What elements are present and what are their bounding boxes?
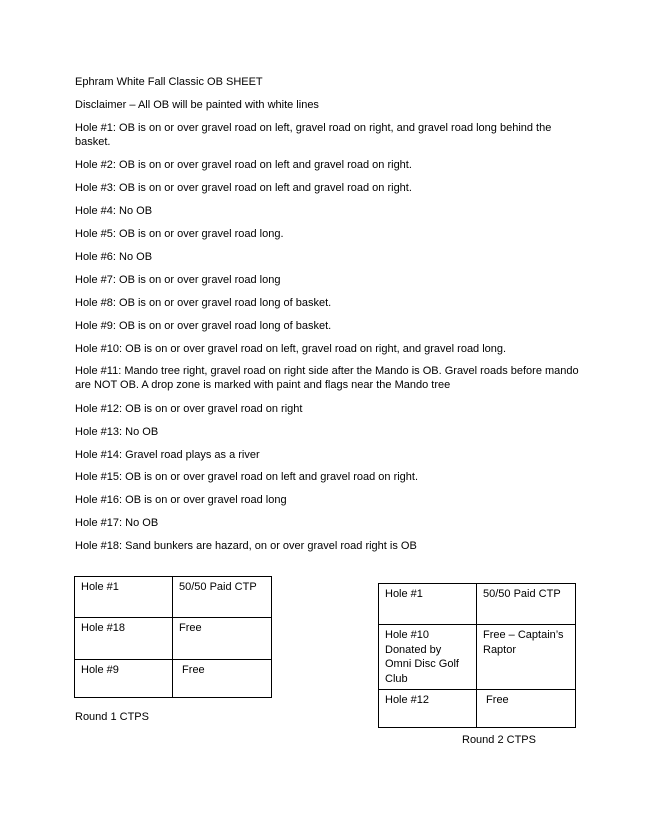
table-row [75, 577, 272, 618]
hole-cell: Hole #18 [75, 618, 173, 660]
hole-cell: Hole #12 [379, 690, 477, 728]
hole-cell: Hole #1 [75, 577, 173, 618]
hole-rule: Hole #1: OB is on or over gravel road on left, gravel road on right, and gravel road long behind the basket. [75, 122, 552, 148]
hole-cell: Hole #9 [75, 660, 173, 698]
hole-cell: Hole #1 [379, 584, 477, 625]
table-row [379, 625, 576, 690]
round2-ctp-table [378, 583, 576, 728]
document-title: Ephram White Fall Classic OB SHEET [75, 76, 263, 88]
hole-cell: Hole #10 Donated by Omni Disc Golf Club [379, 625, 477, 690]
hole-rule: Hole #8: OB is on or over gravel road long of basket. [75, 297, 332, 309]
hole-rule: Hole #18: Sand bunkers are hazard, on or over gravel road right is OB [75, 540, 417, 552]
hole-rule: Hole #15: OB is on or over gravel road on left and gravel road on right. [75, 471, 419, 483]
hole-rule: Hole #14: Gravel road plays as a river [75, 449, 260, 461]
hole-rule: Hole #7: OB is on or over gravel road long [75, 274, 281, 286]
hole-rule: Hole #5: OB is on or over gravel road long. [75, 228, 284, 240]
table-row [75, 660, 272, 698]
prize-cell: Free [173, 618, 272, 660]
prize-cell: 50/50 Paid CTP [477, 584, 576, 625]
hole-rule: Hole #2: OB is on or over gravel road on left and gravel road on right. [75, 159, 412, 171]
hole-rule: Hole #17: No OB [75, 517, 159, 529]
prize-cell: 50/50 Paid CTP [173, 577, 272, 618]
round1-caption: Round 1 CTPS [75, 711, 149, 723]
hole-rule: Hole #11: Mando tree right, gravel road on right side after the Mando is OB. Gravel roads before mando are NOT OB. A drop zone is marked with paint and flags near the Mando tree [75, 365, 579, 391]
hole-rule: Hole #9: OB is on or over gravel road long of basket. [75, 320, 332, 332]
prize-cell: Free – Captain’s Raptor [477, 625, 576, 690]
hole-rule: Hole #16: OB is on or over gravel road long [75, 494, 287, 506]
disclaimer: Disclaimer – All OB will be painted with white lines [75, 99, 319, 111]
prize-cell: Free [173, 660, 272, 698]
prize-cell: Free [477, 690, 576, 728]
round2-caption: Round 2 CTPS [462, 734, 536, 746]
table-row [379, 690, 576, 728]
hole-rule: Hole #10: OB is on or over gravel road on left, gravel road on right, and gravel road long. [75, 343, 507, 355]
hole-rule: Hole #3: OB is on or over gravel road on left and gravel road on right. [75, 182, 412, 194]
hole-rule: Hole #12: OB is on or over gravel road on right [75, 403, 303, 415]
round1-ctp-table [74, 576, 272, 698]
table-row [75, 618, 272, 660]
table-row [379, 584, 576, 625]
hole-rule: Hole #4: No OB [75, 205, 153, 217]
hole-rule: Hole #6: No OB [75, 251, 153, 263]
hole-rule: Hole #13: No OB [75, 426, 159, 438]
